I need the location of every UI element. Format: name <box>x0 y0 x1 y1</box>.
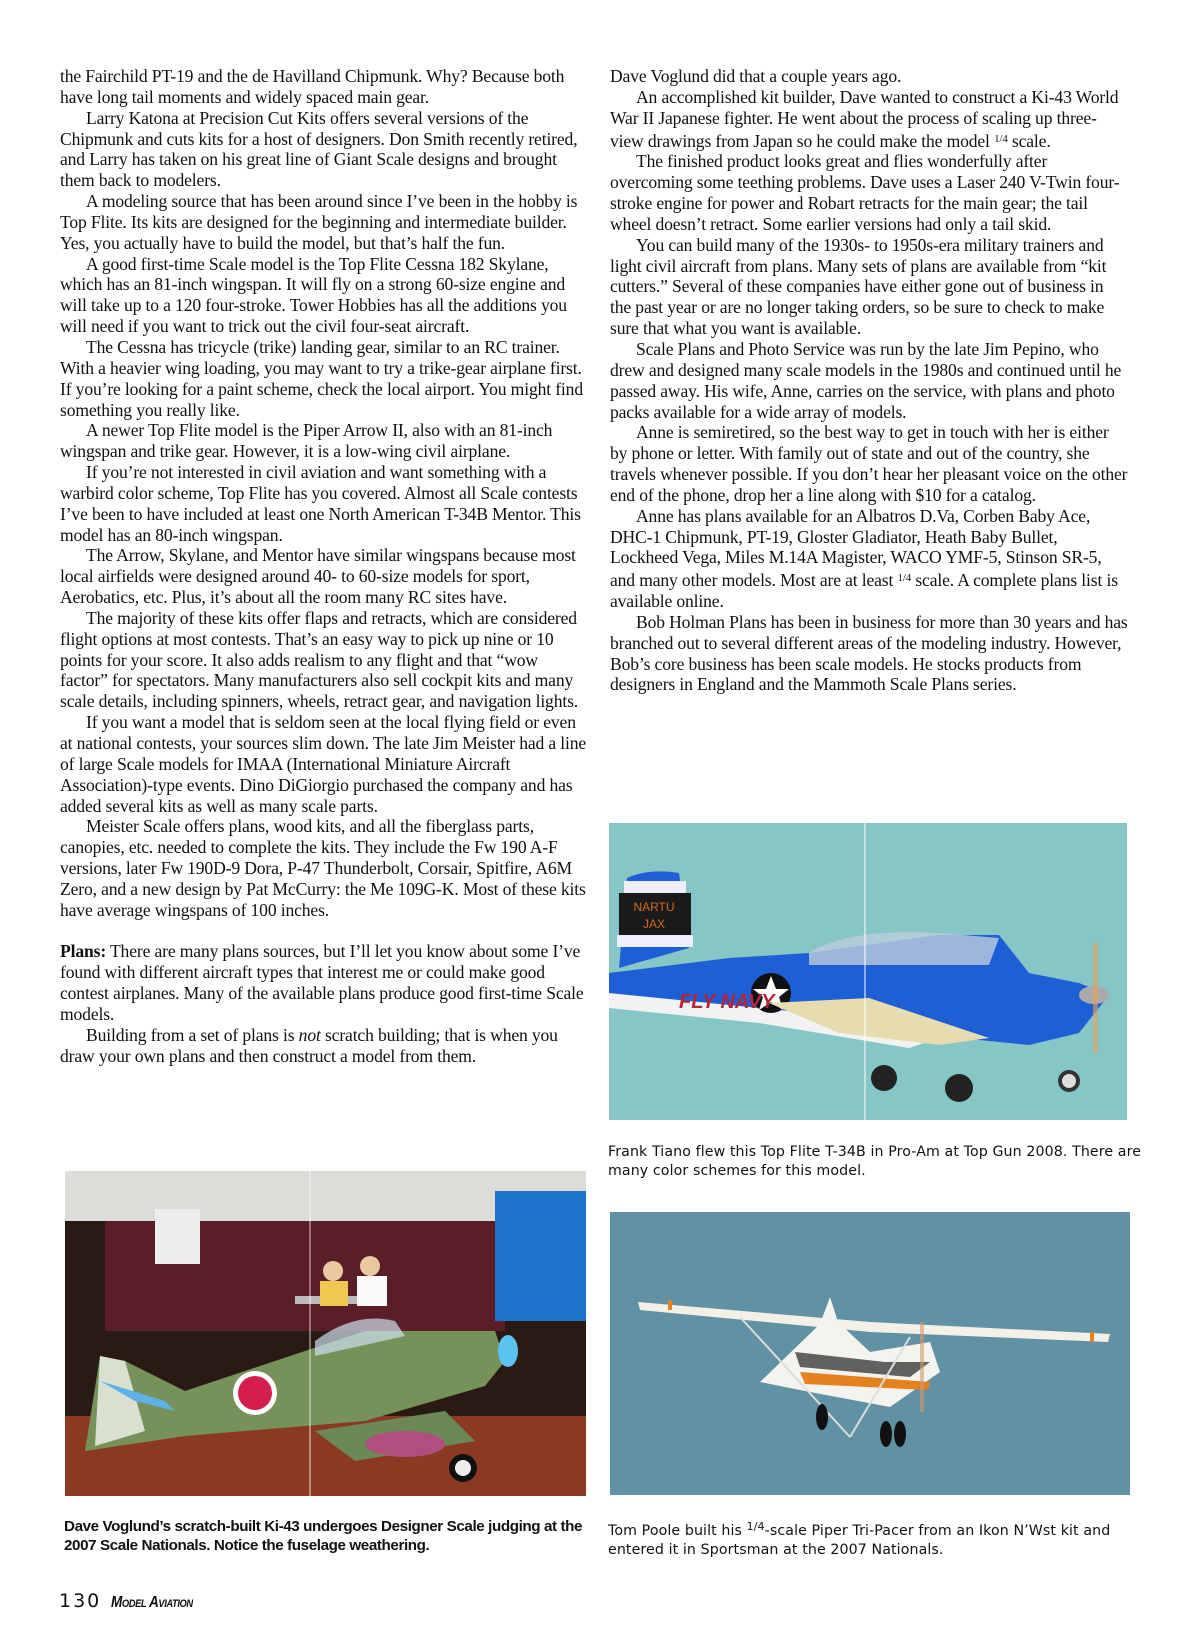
paragraph: Meister Scale offers plans, wood kits, and all the fiberglass parts, canopies, etc. needed to complete the kits. They include the Fw 190 A-F versions, later Fw 190D-9 Dora, P-47 Thunderbolt, Corsair, Spitfire, A6M Zero, and a new design by Pat McCurry: the Me 109G-K. Most of these kits have average wingspans of 100 inches. <box>60 816 586 920</box>
paragraph: The majority of these kits offer flaps and retracts, which are considered flight options at most contests. That’s an easy way to pick up nine or 10 points for your score. It also adds realism to any flight and that “wow factor” for spectators. Many manufacturers also sell cockpit kits and many scale details, including spinners, wheels, retract gear, and navigation lights. <box>60 607 579 712</box>
paragraph: The Cessna has tricycle (trike) landing gear, similar to an RC trainer. With a heavier wing loading, you may want to try a trike-gear airplane first. If you’re looking for a paint scheme, check the local airport. You might find something you really like. <box>60 336 583 420</box>
plans-paragraph <box>60 941 588 1024</box>
text: Anne has plans available for an Albatros D.Va, Corben Baby Ace, DHC-1 Chipmunk, PT-19, Gloster Gladiator, Heath Baby Bullet, Lockheed Vega, Miles M.14A Magister, WACO YMF-5, Stinson SR-5, and many other models. Most are at least <box>610 505 1102 591</box>
page-footer <box>59 1590 207 1612</box>
page-number: 130 <box>59 1590 102 1612</box>
caption-text: Tom Poole built his <box>608 1523 747 1539</box>
text: scale. A complete plans list is available online. <box>610 570 1118 612</box>
left-text-column <box>60 66 588 1067</box>
t34-photo <box>609 823 1127 1120</box>
magazine-logo: Model Aviation <box>111 1594 193 1611</box>
paragraph <box>610 506 1128 612</box>
paragraph: A newer Top Flite model is the Piper Arrow II, also with an 81-inch wingspan and trike gear. However, it is a low-wing civil airplane. <box>60 420 553 462</box>
paragraph: Scale Plans and Photo Service was run by the late Jim Pepino, who drew and designed many scale models in the 1980s and continued until he passed away. His wife, Anne, carries on the service, with plans and photo packs available for a wide array of models. <box>610 338 1122 422</box>
text: scratch building; that is when you draw your own plans and then construct a model from them. <box>60 1024 558 1066</box>
text: Building from a set of plans is <box>86 1024 299 1045</box>
paragraph: The Arrow, Skylane, and Mentor have similar wingspans because most local airfields were designed around 40- to 60-size models for sport, Aerobatics, etc. Plus, it’s about all the room many RC sites have. <box>60 545 576 608</box>
t34-photo-caption: Frank Tiano flew this Top Flite T-34B in Pro-Am at Top Gun 2008. There are many color schemes for this model. <box>608 1144 1142 1179</box>
tripacer-photo <box>610 1212 1130 1495</box>
paragraph: Dave Voglund did that a couple years ago. <box>610 66 902 86</box>
ki43-photo <box>65 1171 586 1496</box>
paragraph <box>60 1025 588 1067</box>
tail-text-1: NARTU <box>633 900 675 914</box>
paragraph: If you want a model that is seldom seen at the local flying field or even at national contests, your sources slim down. The late Jim Meister had a line of large Scale models for IMAA (International Miniature Aircraft Association)-type events. Dino DiGiorgio purchased the company and has added several kits as well as many scale parts. <box>60 712 587 816</box>
paragraph: the Fairchild PT-19 and the de Havilland Chipmunk. Why? Because both have long tail moments and widely spaced main gear. <box>60 66 565 107</box>
paragraph: A good first-time Scale model is the Top Flite Cessna 182 Skylane, which has an 81-inch wingspan. It will fly on a strong 60-size engine and will take up to a 120 four-stroke. Tower Hobbies has all the additions you will need if you want to trick out the civil four-seat aircraft. <box>60 253 567 337</box>
caption-text: -scale Piper Tri-Pacer from an Ikon N’Wst kit and entered it in Sportsman at the 2007 Nationals. <box>608 1523 1111 1558</box>
plans-heading: Plans: <box>60 941 107 962</box>
text: scale. <box>1007 130 1051 151</box>
right-text-column <box>610 66 1128 695</box>
fraction: 1/4 <box>897 572 912 585</box>
emphasis: not <box>298 1024 321 1045</box>
paragraph: If you’re not interested in civil aviation and want something with a warbird color scheme, Top Flite has you covered. Almost all Scale contests I’ve been to have included at least one North American T-34B Mentor. This model has an 80-inch wingspan. <box>60 462 581 545</box>
ki43-photo-caption: Dave Voglund’s scratch-built Ki-43 undergoes Designer Scale judging at the 2007 Scale Nationals. Notice the fuselage weathering. <box>64 1518 583 1554</box>
fraction: 1/4 <box>746 1520 765 1533</box>
paragraph: Larry Katona at Precision Cut Kits offers several versions of the Chipmunk and cuts kits for a host of designers. Don Smith recently retired, and Larry has taken on his great line of Giant Scale designs and brought them back to modelers. <box>60 107 578 191</box>
paragraph: Anne is semiretired, so the best way to get in touch with her is either by phone or letter. With family out of state and out of the country, she travels whenever possible. If you don’t hear her pleasant voice on the other end of the phone, drop her a line along with $10 for a catalog. <box>610 422 1128 505</box>
tripacer-photo-caption <box>608 1517 1148 1560</box>
fraction: 1/4 <box>994 132 1008 145</box>
tail-text-2: JAX <box>642 917 666 931</box>
fuselage-text: FLY NAVY <box>679 991 775 1013</box>
plans-text: There are many plans sources, but I’ll let you know about some I’ve found with different aircraft types that interest me or could make good contest airplanes. Many of the available plans produce good first-time Scale models. <box>60 941 584 1024</box>
paragraph: You can build many of the 1930s- to 1950s-era military trainers and light civil aircraft from plans. Many sets of plans are available from “kit cutters.” Several of these companies have either gone out of business in the past year or are no longer taking orders, so be sure to check to make sure that what you want is available. <box>610 234 1107 339</box>
paragraph: Bob Holman Plans has been in business for more than 30 years and has branched out to several different areas of the modeling industry. However, Bob’s core business has been scale models. He stocks products from designers in England and the Mammoth Scale Plans series. <box>610 611 1128 695</box>
paragraph: The finished product looks great and flies wonderfully after overcoming some teething problems. Dave uses a Laser 240 V-Twin four-stroke engine for power and Robart retracts for the main gear; the tail wheel doesn’t retract. Some earlier versions had only a tail skid. <box>610 151 1120 234</box>
paragraph: A modeling source that has been around since I’ve been in the hobby is Top Flite. Its kits are designed for the beginning and intermediate builder. Yes, you actually have to build the model, but that’s half the fun. <box>60 191 578 253</box>
text: An accomplished kit builder, Dave wanted to construct a Ki-43 World War II Japanese fighter. He went about the process of scaling up three-view drawings from Japan so he could make the model <box>610 86 1119 151</box>
paragraph <box>610 87 1128 152</box>
